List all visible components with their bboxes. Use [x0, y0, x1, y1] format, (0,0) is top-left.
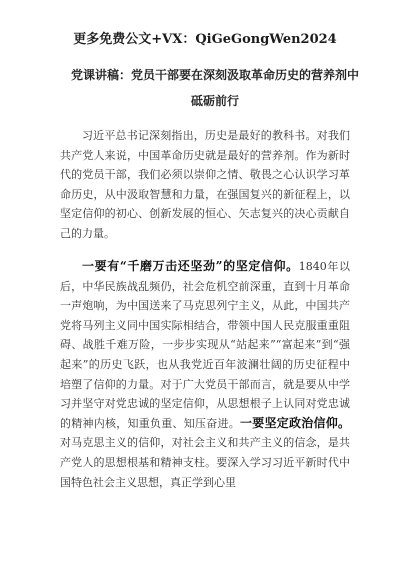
- section-sub-heading: 一要坚定政治信仰。: [240, 415, 350, 430]
- paragraph-intro: 习近平总书记深刻指出，历史是最好的教科书。对我们共产党人来说，中国革命历史就是最好的营养剂。作为新时代的党员干部，我们必须以崇仰之情、敬畏之心认识学习革命历史，从中汲取智慧和力量，在强国复兴的新征程上，以坚定信仰的初心、创新发展的恒心、矢志复兴的决心贡献自己的力量。: [60, 129, 350, 240]
- section-body-text: 1840年以后，中华民族战乱频仍，社会危机空前深重，直到十月革命一声炮响，为中国送来了马克思列宁主义，从此，中国共产党将马列主义同中国实际相结合，带领中国人民克服重重阻碍、战胜千难万险，一步步实现从“站起来”“富起来”到“强起来”的历史飞跃，也从我党近百年波澜壮阔的历史征程中培塑了信仰的力量。对于广大党员干部而言，就是要从中学习并坚守对党忠诚的坚定信仰，从思想根子上认同对党忠诚的精神内核，知重负重、知压奋进。: [60, 260, 350, 430]
- page-header: 更多免费公文+VX：QiGeGongWen2024: [73, 32, 337, 47]
- paragraph-faith: [60, 257, 350, 492]
- document-title: 党课讲稿：党员干部要在深刻汲取革命历史的营养剂中砥砺前行: [70, 68, 359, 108]
- section-lead-heading: 一要有“千磨万击还坚劲”的坚定信仰。: [82, 259, 299, 273]
- section-body-text-continued: 对马克思主义的信仰，对社会主义和共产主义的信念，是共产党人的思想根基和精神支柱。要深入学习习近平新时代中国特色社会主义思想，真正学到心里: [60, 436, 350, 489]
